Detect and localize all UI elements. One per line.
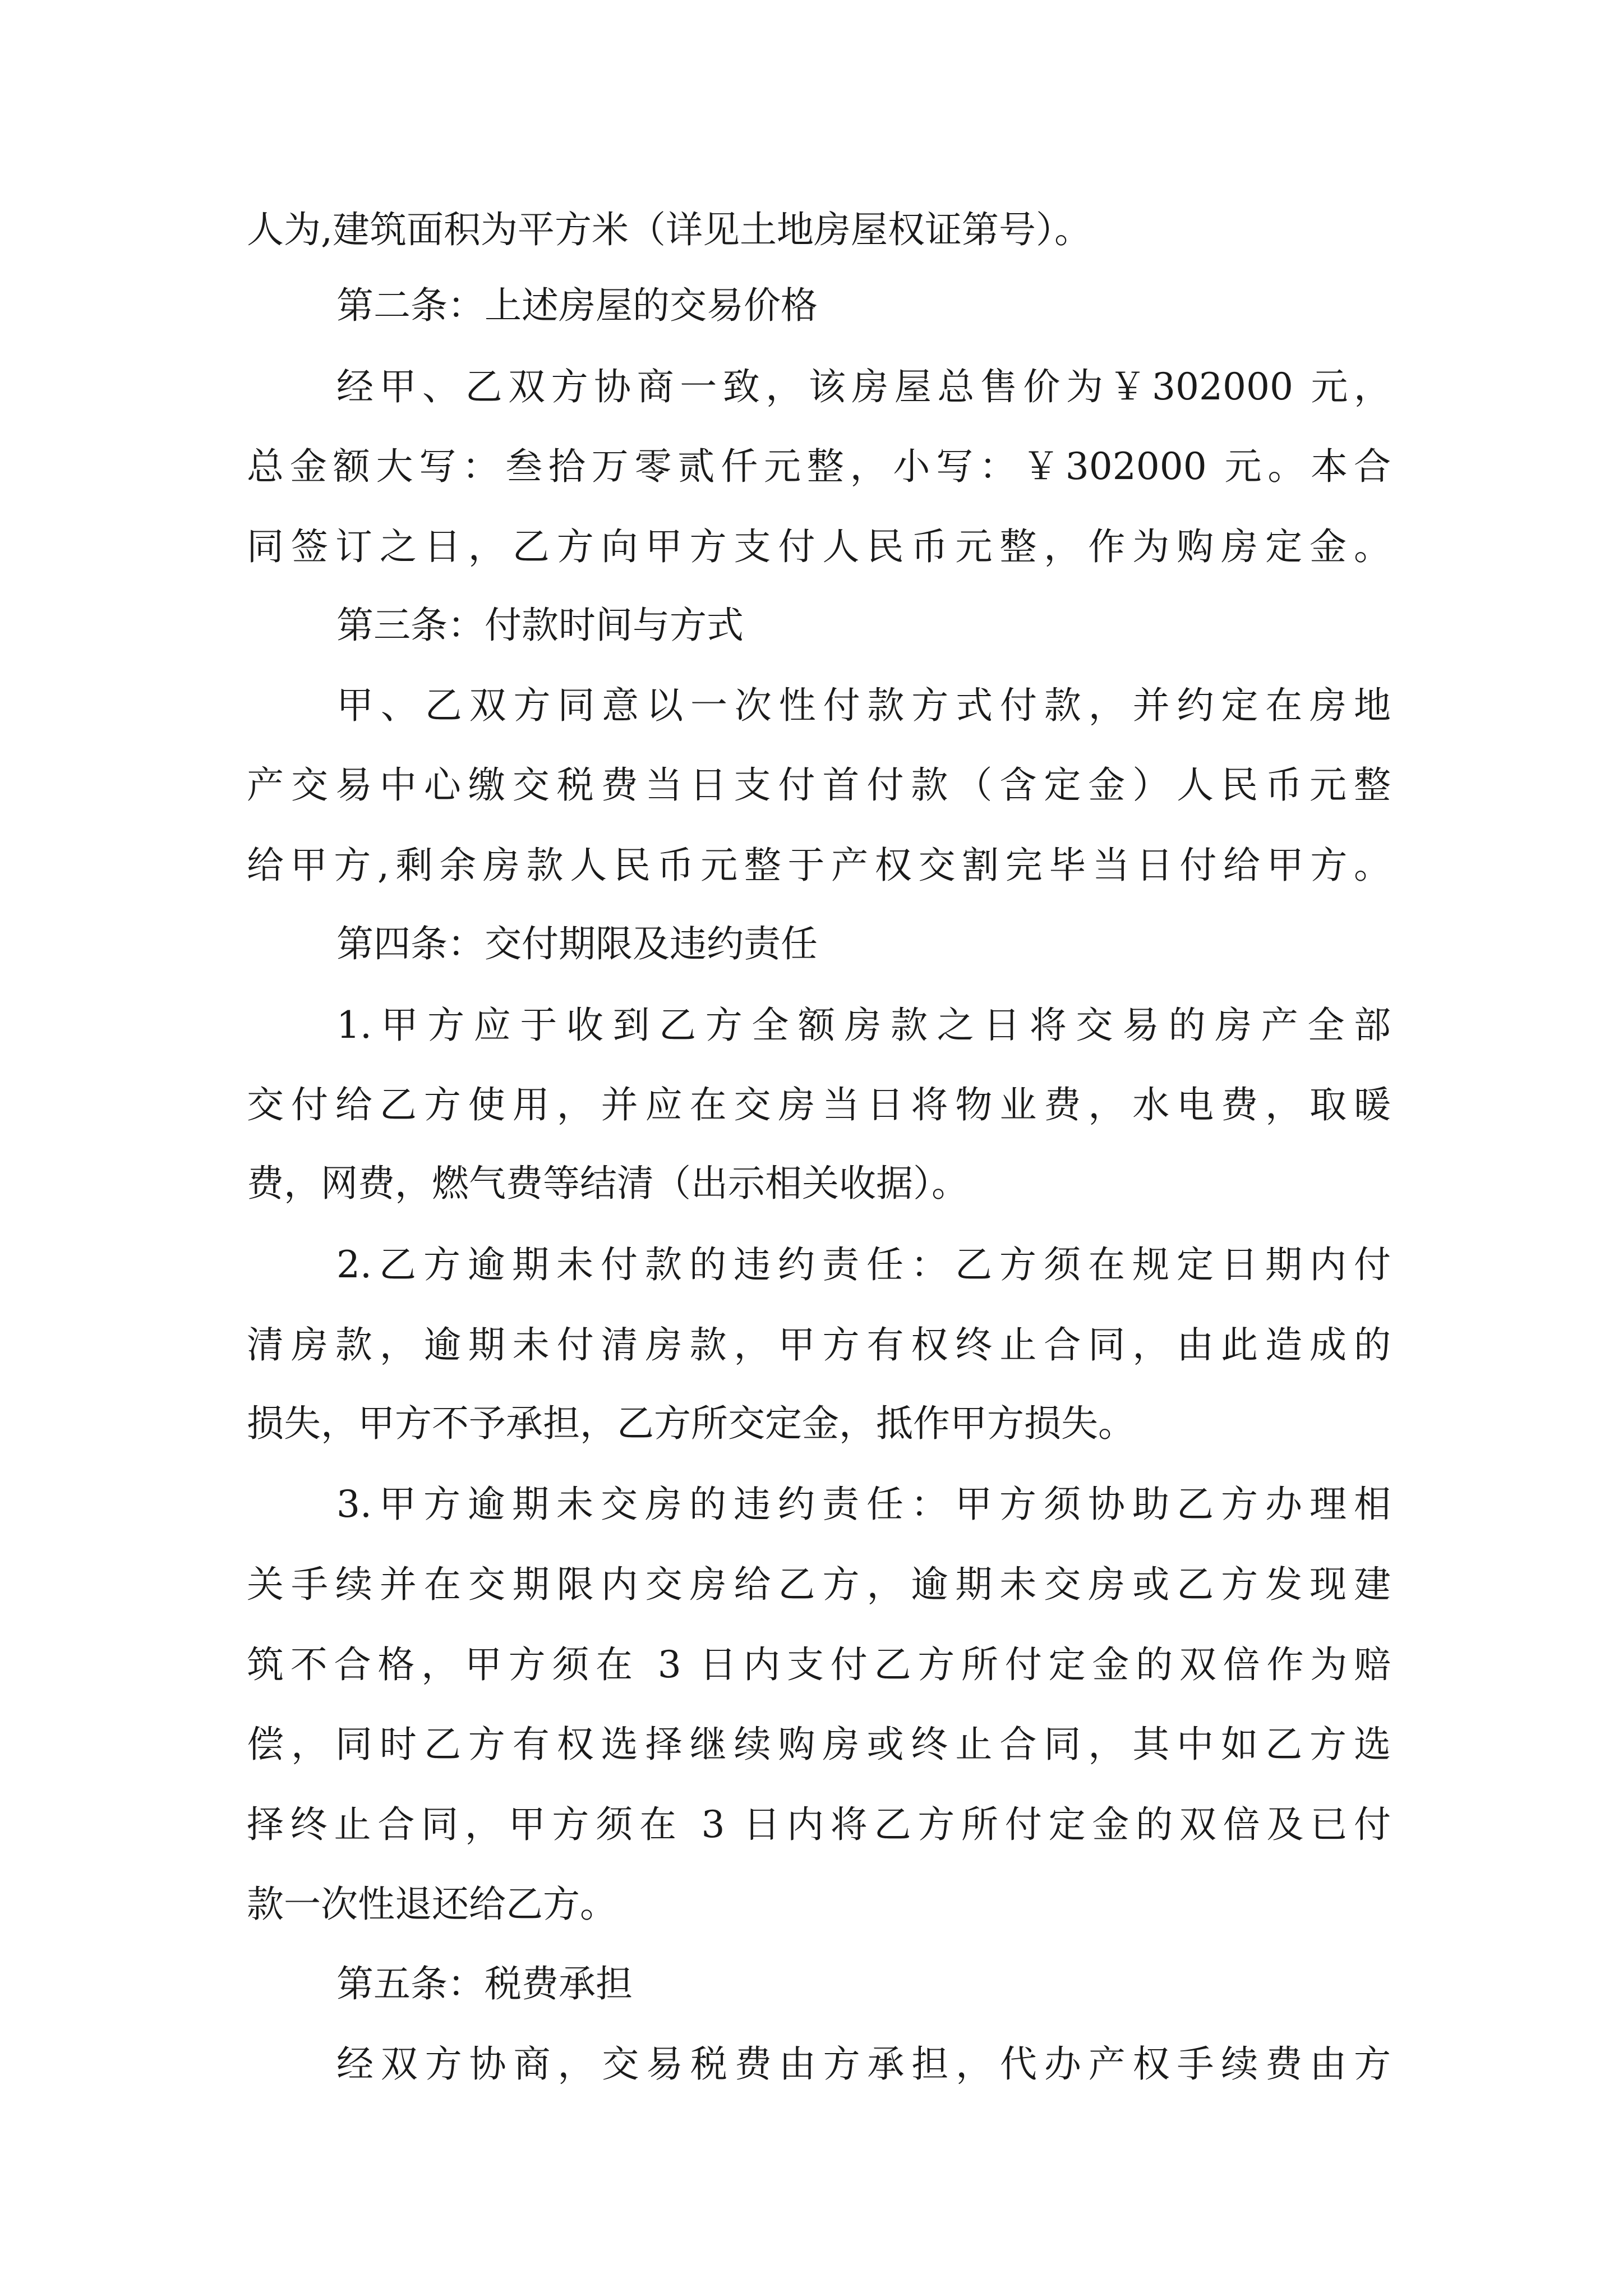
section-heading: 第四条：交付期限及违约责任	[336, 922, 818, 965]
text-line: 同签订之日，乙方向甲方支付人民币元整，作为购房定金。	[247, 525, 1391, 568]
text-line: 关手续并在交期限内交房给乙方，逾期未交房或乙方发现建	[247, 1563, 1391, 1606]
section-heading: 第五条：税费承担	[336, 1962, 633, 2005]
text-line: 1.甲方应于收到乙方全额房款之日将交易的房产全部	[336, 1004, 1391, 1047]
text-line: 择终止合同，甲方须在 3 日内将乙方所付定金的双倍及已付	[247, 1803, 1391, 1846]
text-line: 产交易中心缴交税费当日支付首付款（含定金）人民币元整	[247, 763, 1391, 807]
text-line: 筑不合格，甲方须在 3 日内支付乙方所付定金的双倍作为赔	[247, 1643, 1391, 1686]
section-heading: 第三条：付款时间与方式	[336, 604, 744, 647]
text-line: 甲、乙双方同意以一次性付款方式付款，并约定在房地	[336, 684, 1391, 727]
text-line: 经双方协商，交易税费由方承担，代办产权手续费由方	[336, 2042, 1391, 2086]
text-line: 偿，同时乙方有权选择继续购房或终止合同，其中如乙方选	[247, 1723, 1391, 1766]
text-line: 2.乙方逾期未付款的违约责任：乙方须在规定日期内付	[336, 1243, 1391, 1286]
text-line: 给甲方,剩余房款人民币元整于产权交割完毕当日付给甲方。	[247, 844, 1391, 887]
text-line: 清房款，逾期未付清房款，甲方有权终止合同，由此造成的	[247, 1323, 1391, 1366]
section-heading: 第二条：上述房屋的交易价格	[336, 284, 818, 327]
text-line: 经甲、乙双方协商一致，该房屋总售价为￥302000 元，	[336, 365, 1391, 408]
text-line: 交付给乙方使用，并应在交房当日将物业费，水电费，取暖	[247, 1083, 1391, 1126]
text-line: 人为,建筑面积为平方米（详见土地房屋权证第号）。	[247, 208, 1091, 251]
text-line: 损失，甲方不予承担，乙方所交定金，抵作甲方损失。	[247, 1402, 1135, 1445]
text-line: 总金额大写：叁拾万零贰仟元整，小写：￥302000 元。本合	[247, 445, 1391, 488]
text-line: 3.甲方逾期未交房的违约责任：甲方须协助乙方办理相	[336, 1483, 1391, 1526]
text-line: 款一次性退还给乙方。	[247, 1883, 617, 1926]
text-line: 费，网费，燃气费等结清（出示相关收据）。	[247, 1162, 969, 1205]
